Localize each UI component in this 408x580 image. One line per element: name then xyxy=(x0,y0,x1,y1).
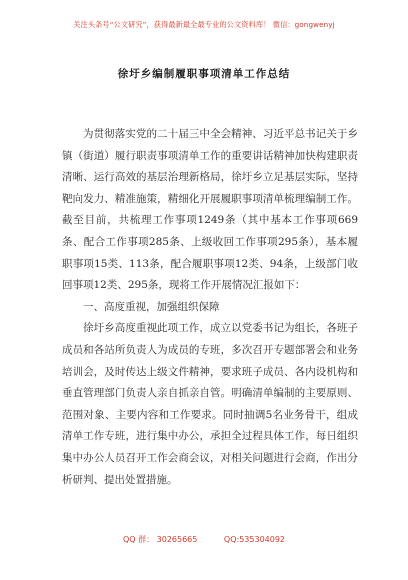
section-heading: 一、高度重视，加强组织保障 xyxy=(83,300,220,313)
document-title: 徐圩乡编制履职事项清单工作总结 xyxy=(117,68,291,80)
section-paragraph: 徐圩乡高度重视此项工作，成立以党委书记为组长，各班子成员和各站所负责人为成员的专班，多次召开专题部署会和业务培训会，及时传达上级文件精神，要求班子成员、各内设机构和垂直管理部门负责人亲自抓亲自管。明确清单编制的主要原则、范围对象、主要内容和工作要求。同时抽调5名业务骨干，组成清单工作专班，进行集中办公，承担全过程具体工作，每日组织集中办公人员召开工作会商会议，对相关问题进行会商，作出分析研判、提出处置措施。 xyxy=(62,322,358,486)
header-banner: 关注头条号“公文研究”，获得最新最全最专业的公文资料库！ 微信：gongwenyj xyxy=(73,20,335,29)
footer-contact xyxy=(0,534,408,545)
intro-paragraph: 为贯彻落实党的二十届三中全会精神、习近平总书记关于乡镇（街道）履行职责事项清单工作的重要讲话精神加快构建职责清晰、运行高效的基层治理新格局，徐圩乡立足基层实际，坚持靶向发力、精准施策，精细化开展履职事项清单梳理编制工作。截至目前，共梳理工作事项1249条（其中基本工作事项669条、配合工作事项285条、上级收回工作事项295条），基本履职事项15类、113条，配合履职事项12类、94条，上级部门收回事项12类、295条，现将工作开展情况汇报如下： xyxy=(62,128,358,292)
document-body xyxy=(62,124,358,491)
footer-qq-group: QQ 群： 30265665 xyxy=(122,535,198,544)
footer-qq-number: QQ:535304092 xyxy=(223,535,286,544)
